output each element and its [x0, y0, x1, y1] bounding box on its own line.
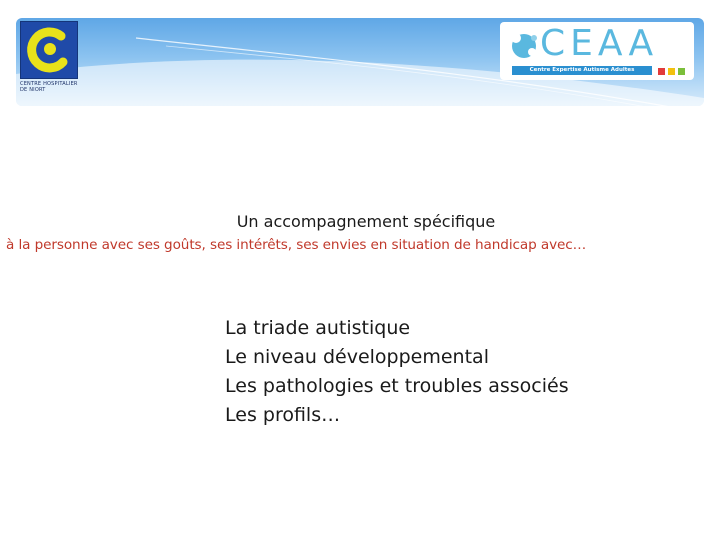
slide-subtitle: à la personne avec ses goûts, ses intérêts, ses envies en situation de handicap avec… [6, 237, 587, 253]
ceaa-logo [500, 22, 694, 80]
bullet-item: Le niveau développemental [225, 346, 489, 368]
ceaa-logo-subtitle: Centre Expertise Autisme Adultes [512, 66, 652, 75]
hospital-logo [20, 21, 78, 93]
bullet-list [225, 314, 569, 430]
ceaa-dot-yellow [668, 68, 675, 75]
bullet-item: Les profils… [225, 404, 341, 426]
ceaa-wordmark: CEAA [540, 23, 659, 64]
ceaa-dot-green [678, 68, 685, 75]
bullet-item: La triade autistique [225, 317, 411, 339]
hospital-logo-caption: CENTRE HOSPITALIER DE NIORT [20, 81, 78, 93]
slide-title: Un accompagnement spécifique [236, 212, 496, 231]
hospital-logo-badge [20, 21, 78, 79]
hospital-logo-mark-icon [21, 22, 77, 78]
ceaa-dot-red [658, 68, 665, 75]
bullet-item: Les pathologies et troubles associés [225, 375, 569, 397]
